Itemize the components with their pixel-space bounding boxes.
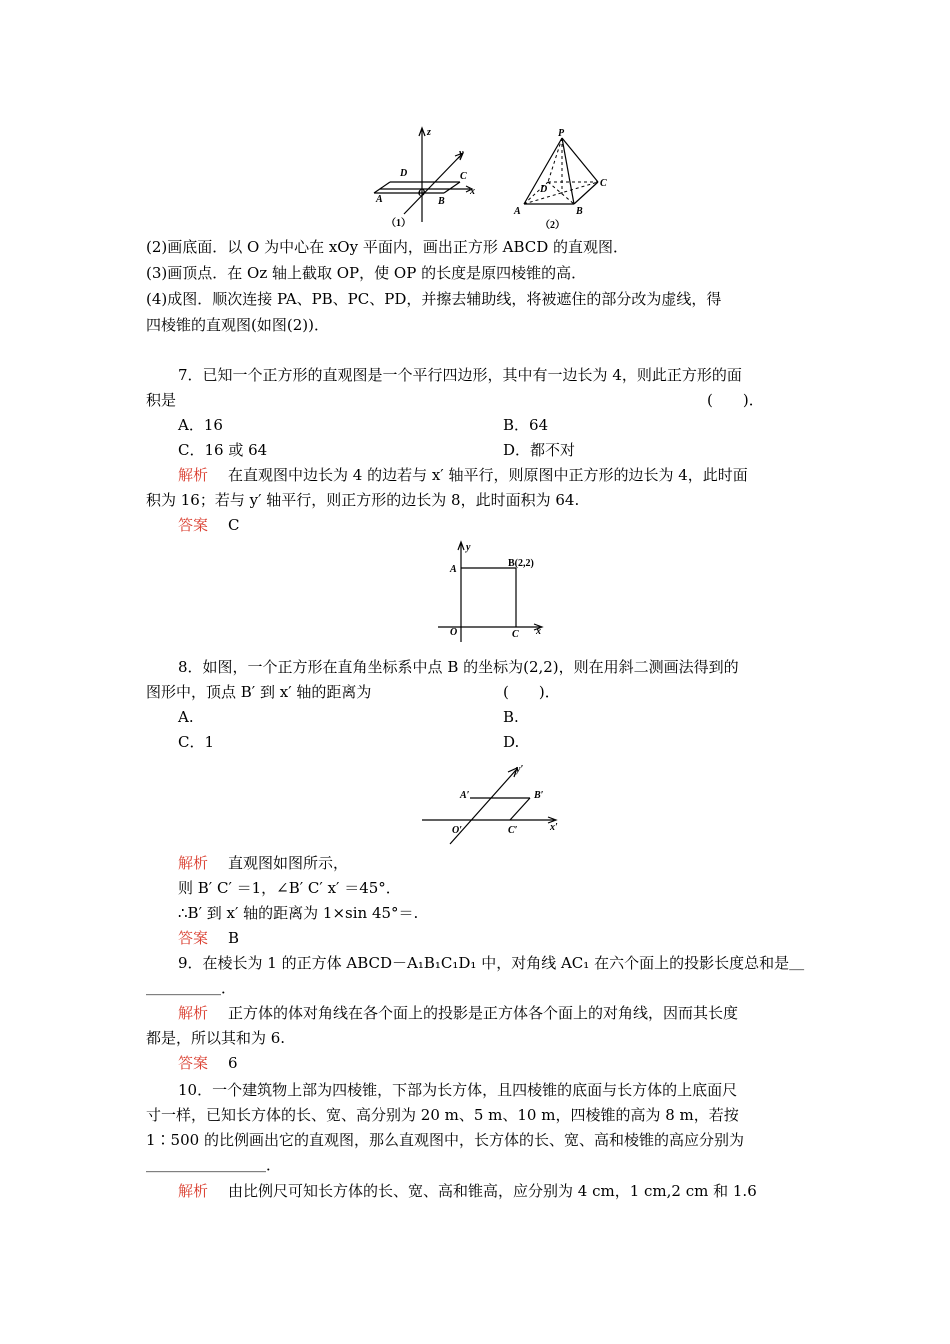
q8-jiexi-line-2: 则 B′ C′ ＝1，∠B′ C′ x′ ＝45°． (178, 879, 401, 897)
q7-daan-label: 答案 (178, 516, 209, 534)
fig2-caption: （2） (540, 220, 565, 231)
fig4-x: x′ (550, 822, 558, 833)
q8-line-2: 图形中，顶点 B′ 到 x′ 轴的距离为 (146, 683, 372, 701)
step-3: (3)画顶点．在 Oz 轴上截取 OP，使 OP 的长度是原四棱锥的高． (146, 264, 587, 282)
fig1-x: x (470, 186, 475, 197)
fig1-y: y (459, 148, 464, 159)
fig1-O: O (418, 188, 426, 199)
q9-jiexi-line-1: 正方体的体对角线在各个面上的投影是正方体各个面上的对角线，因而其长度 (228, 1004, 739, 1022)
q9-line-2: ＿＿＿＿＿． (146, 979, 237, 997)
fig1-C: C (460, 171, 467, 182)
q8-daan: B (228, 929, 240, 947)
q9-jiexi-label: 解析 (178, 1004, 209, 1022)
q10-line-3: 1∶500 的比例画出它的直观图，那么直观图中，长方体的长、宽、高和棱锥的高应分别为 (146, 1131, 744, 1149)
fig2-D: D (540, 184, 548, 195)
fig2-B: B (576, 206, 583, 217)
q8-jiexi-line-1: 直观图如图所示， (228, 854, 349, 872)
q7-jiexi-label: 解析 (178, 466, 209, 484)
fig1-A: A (376, 194, 383, 205)
q7-line-2: 积是 (146, 391, 177, 409)
q7-option-d: D．都不对 (503, 441, 576, 459)
fig2-C: C (600, 178, 607, 189)
q9-daan: 6 (228, 1054, 238, 1072)
fig4-C: C′ (508, 825, 518, 836)
q8-jiexi-line-3: ∴B′ 到 x′ 轴的距离为 1×sin 45°＝. (178, 904, 419, 922)
fig4-B: B′ (534, 790, 544, 801)
fig4-O: O′ (452, 825, 463, 836)
q10-line-4: ＿＿＿＿＿＿＿＿． (146, 1156, 282, 1174)
fig1-B: B (438, 196, 445, 207)
q8-option-c: C．1 (178, 733, 215, 751)
figure-1-axes (370, 122, 482, 232)
q7-option-c: C．16 或 64 (178, 441, 268, 459)
step-4-line-2: 四棱锥的直观图(如图(2))． (146, 316, 329, 334)
q8-line-1: 8．如图，一个正方形在直角坐标系中点 B 的坐标为(2,2)，则在用斜二测画法得到的 (178, 658, 739, 676)
q8-option-a: A. (178, 708, 194, 726)
q10-line-2: 寸一样，已知长方体的长、宽、高分别为 20 m、5 m、10 m，四棱锥的高为 8 m，若按 (146, 1106, 739, 1124)
fig4-y: y′ (516, 764, 524, 775)
q9-line-1: 9．在棱长为 1 的正方体 ABCD－A₁B₁C₁D₁ 中，对角线 AC₁ 在六个面上的投影长度总和是＿ (178, 954, 805, 972)
q8-jiexi-label: 解析 (178, 854, 209, 872)
fig1-z: z (427, 127, 431, 138)
figure-4-oblique (420, 756, 566, 850)
step-2: (2)画底面．以 O 为中心在 xOy 平面内，画出正方形 ABCD 的直观图． (146, 238, 629, 256)
figure-3-square (434, 538, 550, 644)
q9-jiexi-line-2: 都是，所以其和为 6. (146, 1029, 286, 1047)
q8-option-b: B. (503, 708, 519, 726)
fig2-A: A (514, 206, 521, 217)
fig3-B: B(2,2) (508, 558, 534, 569)
q9-daan-label: 答案 (178, 1054, 209, 1072)
figure-2-pyramid (506, 126, 616, 232)
q7-jiexi-line-2: 积为 16；若与 y′ 轴平行，则正方形的边长为 8，此时面积为 64. (146, 491, 580, 509)
fig3-A: A (450, 564, 457, 575)
q7-option-b: B．64 (503, 416, 549, 434)
fig1-caption: （1） (386, 218, 411, 229)
fig3-C: C (512, 629, 519, 640)
q8-paren: ( )． (503, 683, 560, 701)
q8-daan-label: 答案 (178, 929, 209, 947)
fig4-A: A′ (460, 790, 470, 801)
q8-option-d: D. (503, 733, 520, 751)
fig2-P: P (558, 128, 565, 139)
fig3-x: x (536, 626, 541, 637)
q10-line-1: 10．一个建筑物上部为四棱锥，下部为长方体，且四棱锥的底面与长方体的上底面尺 (178, 1081, 738, 1099)
q7-option-a: A．16 (178, 416, 223, 434)
step-4-line-1: (4)成图．顺次连接 PA、PB、PC、PD，并擦去辅助线，将被遮住的部分改为虚线，得 (146, 290, 722, 308)
q7-paren: ( )． (707, 391, 764, 409)
q7-jiexi-line-1: 在直观图中边长为 4 的边若与 x′ 轴平行，则原图中正方形的边长为 4，此时面 (228, 466, 748, 484)
fig3-y: y (466, 542, 471, 553)
q10-jiexi-line-1: 由比例尺可知长方体的长、宽、高和锥高，应分别为 4 cm，1 cm,2 cm 和 1.6 (228, 1182, 757, 1200)
q7-daan: C (228, 516, 240, 534)
q10-jiexi-label: 解析 (178, 1182, 209, 1200)
fig3-O: O (450, 627, 458, 638)
fig1-D: D (400, 168, 408, 179)
q7-line-1: 7．已知一个正方形的直观图是一个平行四边形，其中有一边长为 4，则此正方形的面 (178, 366, 742, 384)
